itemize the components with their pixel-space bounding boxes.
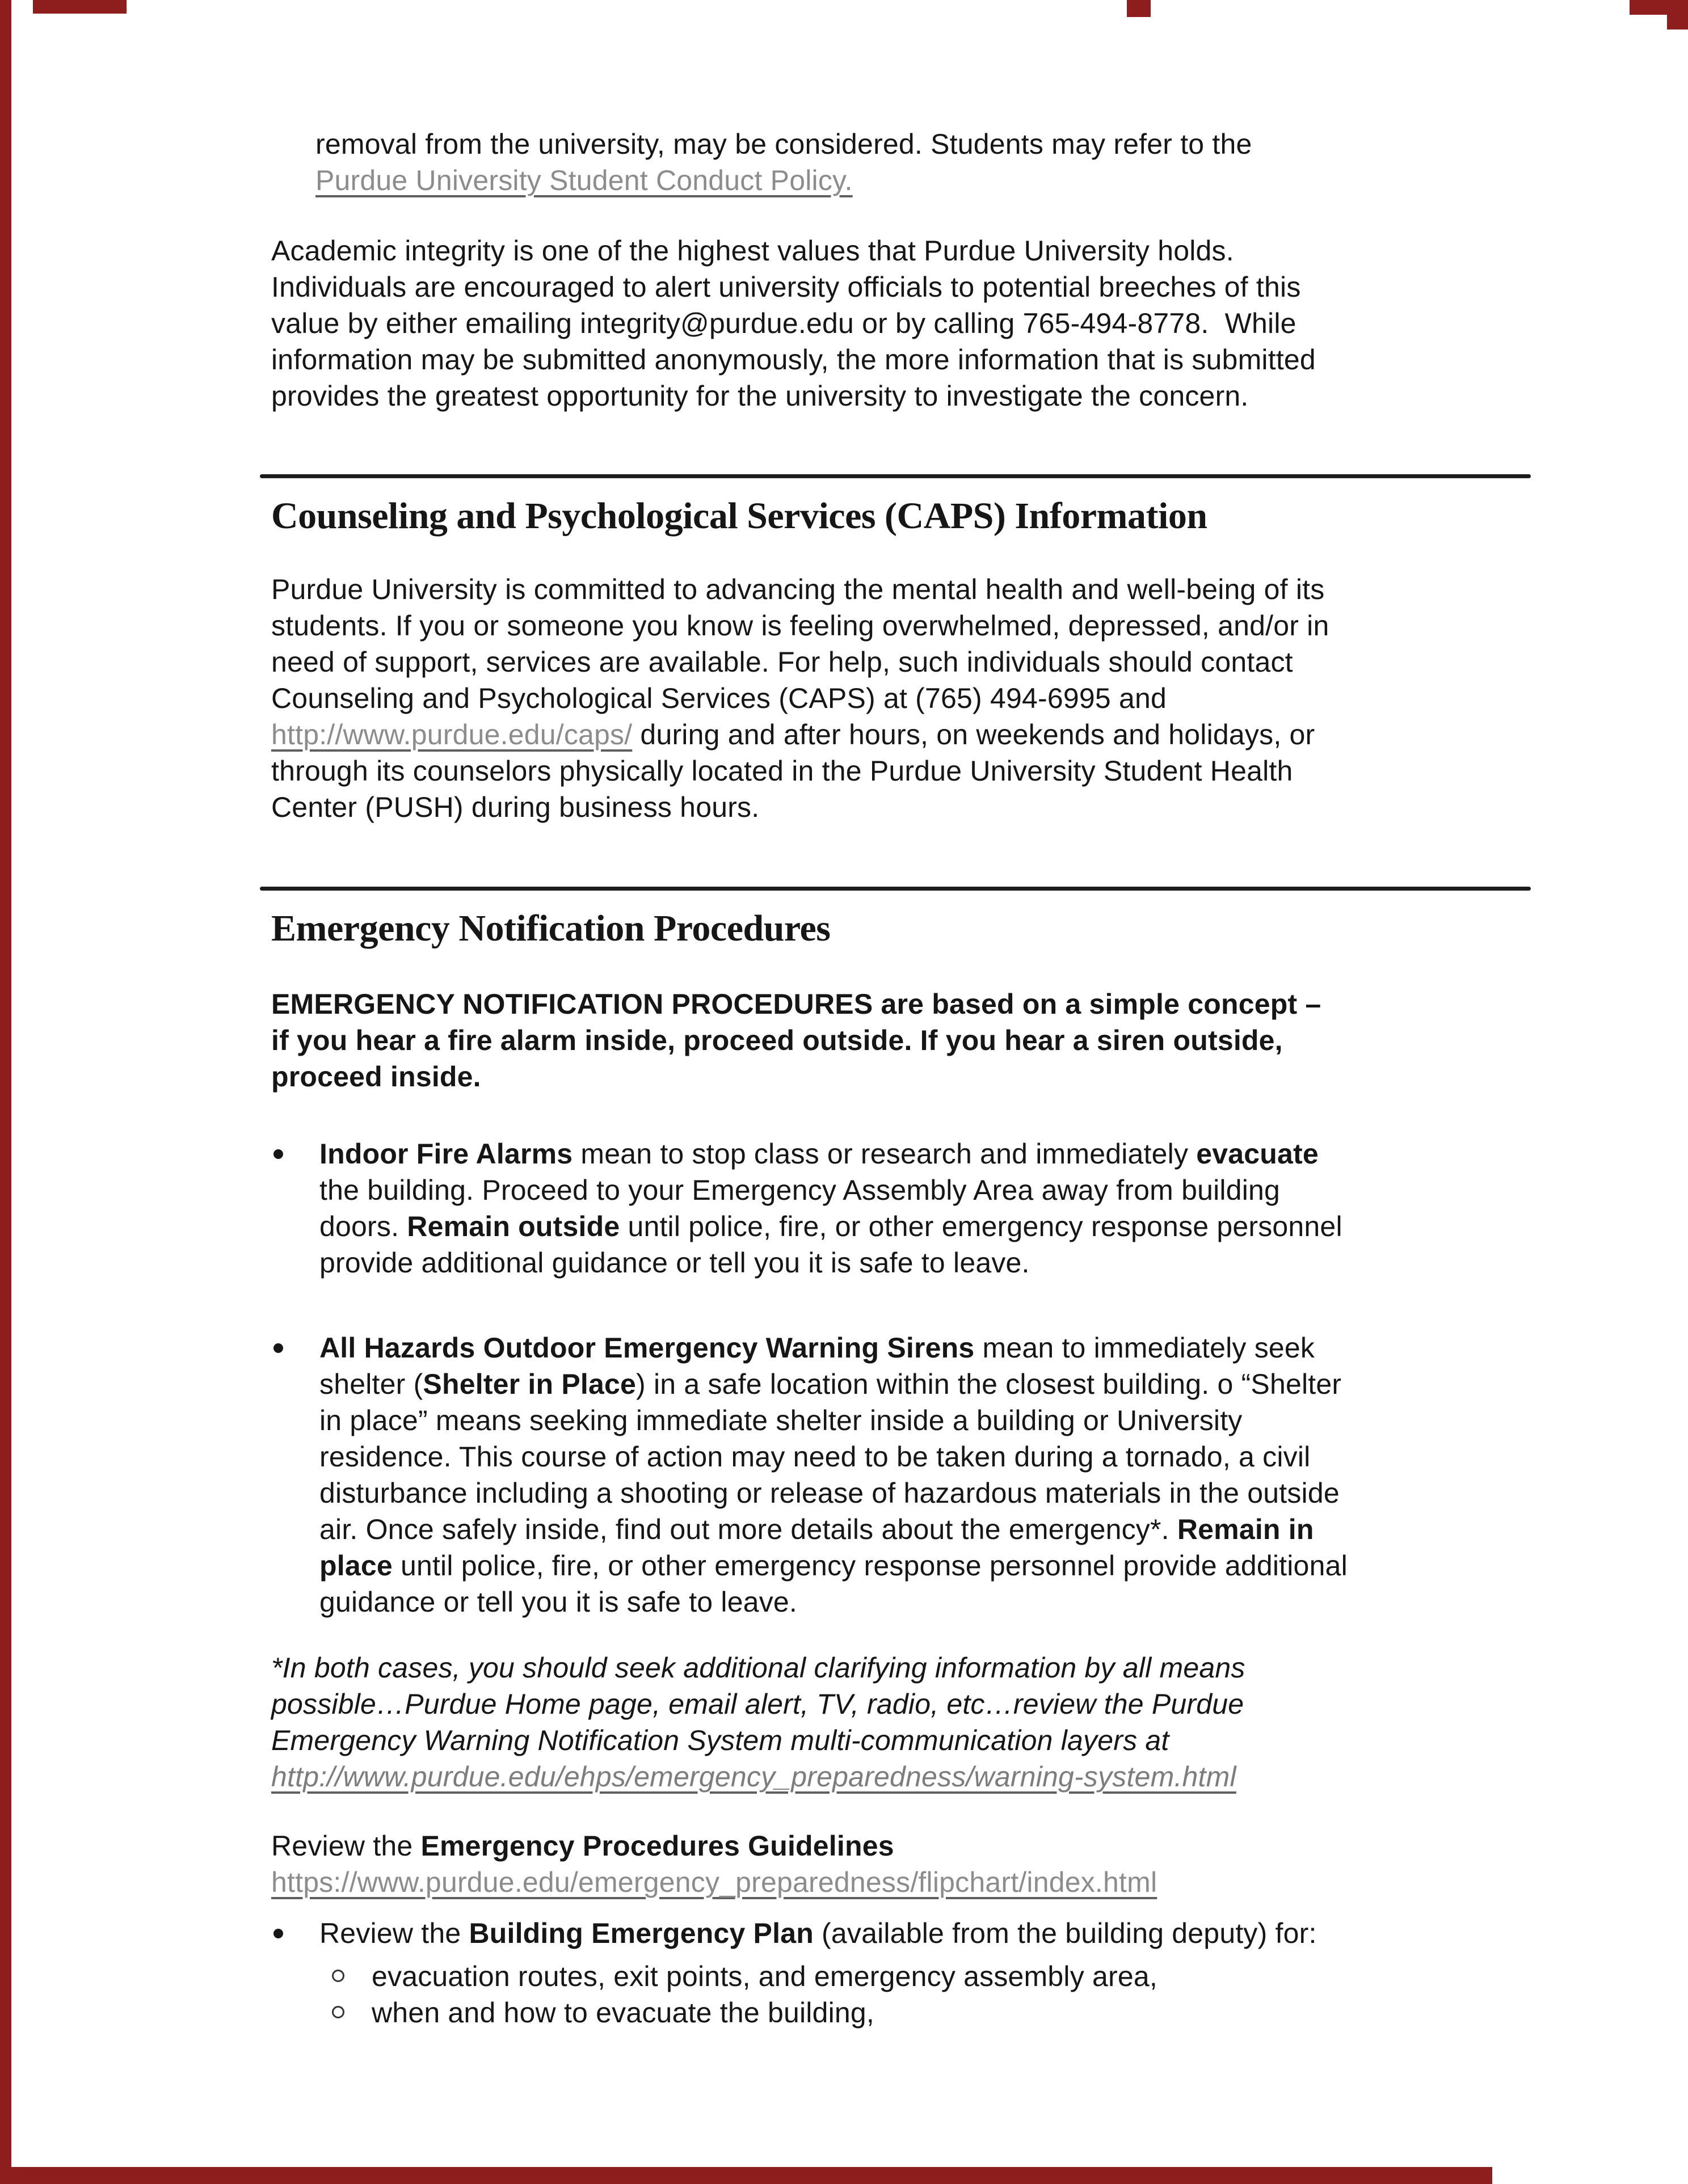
text-line	[315, 162, 1501, 199]
text-segment: students. If you or someone you know is feeling overwhelmed, depressed, and/or in	[271, 610, 1329, 642]
outdoor-sirens-bullet	[272, 1330, 1511, 1620]
text-block	[271, 233, 1502, 414]
text-line	[271, 789, 1502, 825]
text-segment: Remain in	[1177, 1513, 1314, 1545]
text-line	[271, 644, 1502, 680]
text-segment: shelter (	[319, 1368, 423, 1400]
bullet-dot-icon	[273, 1149, 283, 1159]
caps-section-divider	[260, 474, 1531, 478]
text-segment: proceed inside.	[271, 1061, 481, 1093]
conduct-policy-paragraph	[315, 126, 1501, 199]
text-segment: Building Emergency Plan	[469, 1917, 814, 1949]
text-segment: Emergency Warning Notification System multi-communication layers at	[271, 1725, 1169, 1756]
hyperlink[interactable]: http://www.purdue.edu/ehps/emergency_preparedness/warning-system.html	[271, 1761, 1236, 1793]
text-segment: through its counselors physically located in the Purdue University Student Health	[271, 755, 1293, 787]
text-line	[271, 233, 1502, 269]
text-line	[271, 571, 1502, 608]
evacuation-routes-subbullet	[332, 1958, 1506, 1995]
text-line	[319, 1402, 1511, 1439]
text-segment: *In both cases, you should seek additional clarifying information by all means	[271, 1652, 1245, 1684]
scan-artifact-top-left-mark	[33, 0, 127, 14]
text-segment: Remain outside	[407, 1211, 620, 1242]
text-block	[271, 986, 1502, 1095]
text-line	[271, 680, 1502, 716]
caps-paragraph	[271, 571, 1502, 825]
text-segment: value by either emailing integrity@purdue.edu or by calling 765-494-8778. While	[271, 307, 1296, 339]
text-line	[271, 1022, 1502, 1059]
text-segment: need of support, services are available. For help, such individuals should contact	[271, 646, 1293, 678]
text-line	[319, 1915, 1511, 1951]
text-line	[319, 1208, 1511, 1245]
evacuate-building-subbullet	[332, 1995, 1506, 2031]
text-line	[271, 305, 1502, 341]
text-segment: ) in a safe location within the closest building. o “Shelter	[636, 1368, 1342, 1400]
academic-integrity-paragraph	[271, 233, 1502, 414]
text-line	[271, 1828, 1502, 1864]
text-line	[319, 1548, 1511, 1584]
text-segment: All Hazards Outdoor Emergency Warning Sirens	[319, 1332, 975, 1364]
guidelines-paragraph	[271, 1828, 1502, 1900]
text-block	[372, 1958, 1506, 1995]
text-line	[319, 1245, 1511, 1281]
text-segment: air. Once safely inside, find out more details about the emergency*.	[319, 1513, 1177, 1545]
text-segment: Indoor Fire Alarms	[319, 1138, 573, 1170]
text-block	[319, 1915, 1511, 1951]
text-segment: place	[319, 1550, 393, 1582]
text-line	[271, 378, 1502, 414]
text-segment: Counseling and Psychological Services (CAPS) at (765) 494-6995 and	[271, 682, 1167, 714]
text-block	[372, 1995, 1506, 2031]
text-segment: guidance or tell you it is safe to leave.	[319, 1586, 798, 1618]
text-line	[271, 753, 1502, 789]
bullet-dot-icon	[273, 1343, 283, 1353]
hyperlink[interactable]: https://www.purdue.edu/emergency_preparedness/flipchart/index.html	[271, 1866, 1157, 1898]
text-segment: during and after hours, on weekends and holidays, or	[632, 719, 1315, 751]
circle-bullet-icon	[332, 1970, 344, 1982]
text-line	[319, 1584, 1511, 1620]
text-block	[315, 126, 1501, 199]
text-segment: EMERGENCY NOTIFICATION PROCEDURES are based on a simple concept –	[271, 988, 1321, 1020]
text-segment: removal from the university, may be considered. Students may refer to the	[315, 128, 1252, 160]
text-segment: if you hear a fire alarm inside, proceed outside. If you hear a siren outside,	[271, 1024, 1283, 1056]
text-segment: Academic integrity is one of the highest values that Purdue University holds.	[271, 235, 1234, 267]
text-line	[319, 1330, 1511, 1366]
text-block	[271, 571, 1502, 825]
text-segment: information may be submitted anonymously, the more information that is submitted	[271, 344, 1316, 376]
emergency-section-heading: Emergency Notification Procedures	[271, 908, 831, 949]
circle-bullet-icon	[332, 2006, 344, 2018]
text-segment: (available from the building deputy) for:	[813, 1917, 1317, 1949]
emergency-concept-paragraph	[271, 986, 1502, 1095]
text-block	[319, 1330, 1511, 1620]
text-block	[271, 1650, 1502, 1795]
text-line	[271, 608, 1502, 644]
scan-artifact-left-edge	[0, 0, 11, 2184]
text-line	[319, 1475, 1511, 1511]
text-segment: mean to stop class or research and immediately	[573, 1138, 1197, 1170]
text-block	[319, 1136, 1511, 1281]
text-line	[319, 1172, 1511, 1208]
text-line	[271, 1759, 1502, 1795]
indoor-fire-alarms-bullet	[272, 1136, 1511, 1281]
text-line	[319, 1511, 1511, 1548]
text-segment: Shelter in Place	[423, 1368, 637, 1400]
text-line	[271, 1059, 1502, 1095]
text-line	[372, 1995, 1506, 2031]
hyperlink[interactable]: http://www.purdue.edu/caps/	[271, 719, 633, 751]
text-segment: when and how to evacuate the building,	[372, 1997, 875, 2029]
text-line	[319, 1366, 1511, 1402]
text-line	[271, 1686, 1502, 1722]
text-segment: provide additional guidance or tell you it is safe to leave.	[319, 1247, 1030, 1279]
text-segment: doors.	[319, 1211, 407, 1242]
text-line	[319, 1439, 1511, 1475]
text-segment: mean to immediately seek	[974, 1332, 1315, 1364]
bullet-dot-icon	[273, 1929, 283, 1938]
hyperlink[interactable]: Purdue University Student Conduct Policy.	[315, 165, 853, 196]
text-line	[319, 1136, 1511, 1172]
text-segment: Individuals are encouraged to alert university officials to potential breeches of this	[271, 271, 1301, 303]
caps-section-heading: Counseling and Psychological Services (CAPS) Information	[271, 495, 1207, 537]
text-segment: until police, fire, or other emergency response personnel	[620, 1211, 1342, 1242]
scan-artifact-top-right-corner	[1667, 0, 1688, 29]
text-segment: Review the	[319, 1917, 469, 1949]
text-block	[271, 1828, 1502, 1900]
text-line	[315, 126, 1501, 162]
building-emergency-plan-bullet	[272, 1915, 1511, 1951]
text-line	[271, 1650, 1502, 1686]
text-segment: the building. Proceed to your Emergency Assembly Area away from building	[319, 1174, 1281, 1206]
text-segment: in place” means seeking immediate shelter inside a building or University	[319, 1405, 1243, 1436]
text-line	[372, 1958, 1506, 1995]
text-segment: provides the greatest opportunity for the university to investigate the concern.	[271, 380, 1249, 412]
text-segment: Emergency Procedures Guidelines	[420, 1830, 894, 1862]
scan-artifact-bottom-edge	[0, 2167, 1492, 2184]
clarifying-note-paragraph	[271, 1650, 1502, 1795]
text-line	[271, 1864, 1502, 1900]
text-segment: evacuation routes, exit points, and emergency assembly area,	[372, 1960, 1157, 1992]
text-segment: possible…Purdue Home page, email alert, TV, radio, etc…review the Purdue	[271, 1688, 1244, 1720]
text-segment: disturbance including a shooting or release of hazardous materials in the outside	[319, 1477, 1340, 1509]
text-segment: until police, fire, or other emergency response personnel provide additional	[392, 1550, 1348, 1582]
text-segment: evacuate	[1196, 1138, 1319, 1170]
text-segment: Review the	[271, 1830, 421, 1862]
text-segment: Purdue University is committed to advancing the mental health and well-being of its	[271, 574, 1325, 605]
text-line	[271, 269, 1502, 305]
text-segment: residence. This course of action may need to be taken during a tornado, a civil	[319, 1441, 1311, 1473]
scan-artifact-top-center-mark	[1127, 0, 1151, 17]
text-line	[271, 986, 1502, 1022]
emergency-section-divider	[260, 887, 1531, 891]
text-segment: Center (PUSH) during business hours.	[271, 791, 760, 823]
text-line	[271, 341, 1502, 378]
text-line	[271, 1722, 1502, 1759]
text-line	[271, 716, 1502, 753]
